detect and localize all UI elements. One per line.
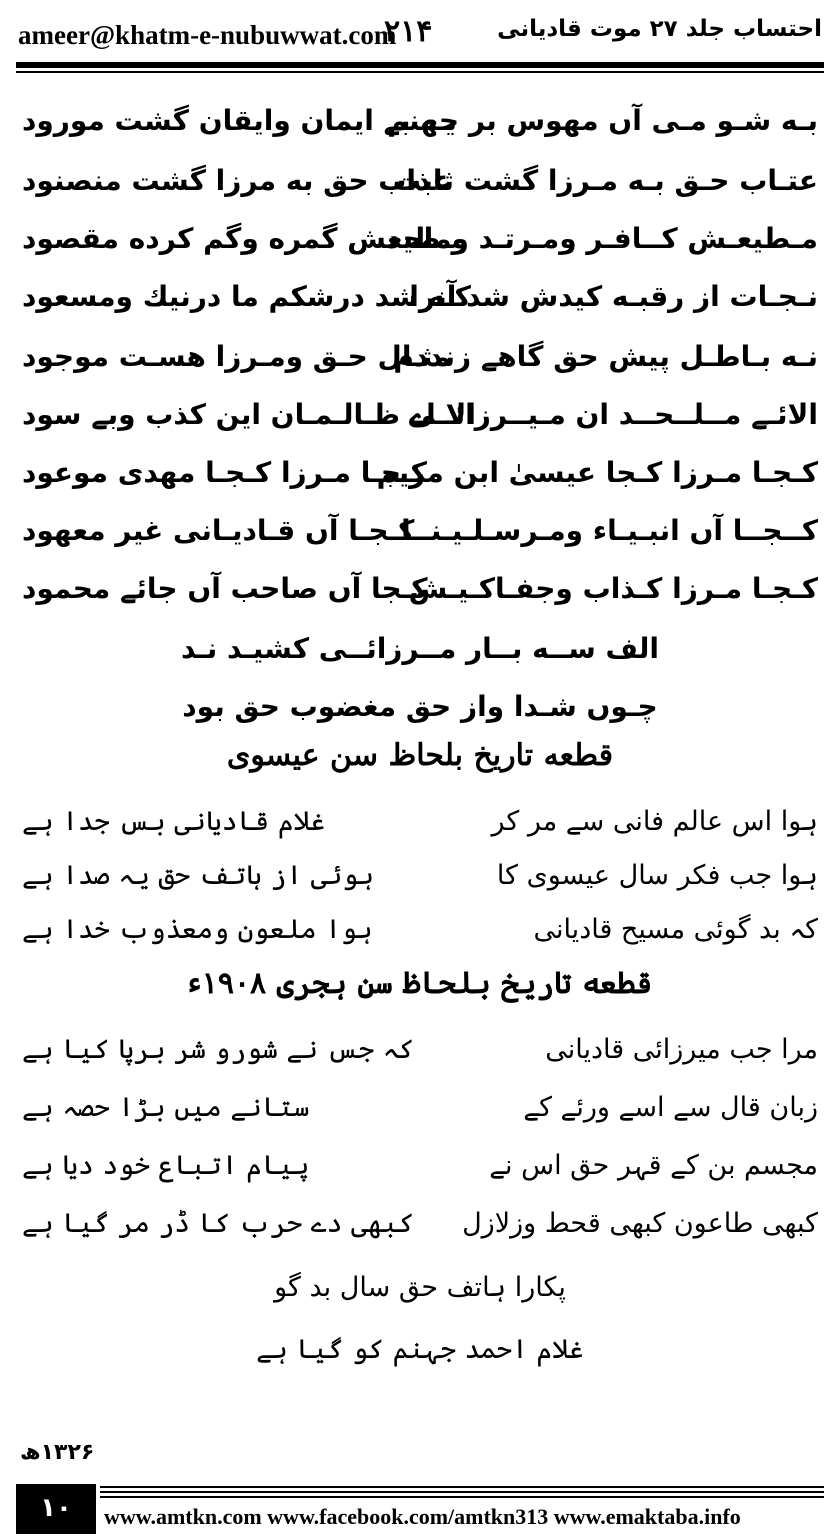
verse-left: كـجـا مـرزا كـجـا مهدی موعود bbox=[22, 456, 427, 489]
verse-left: الا اے ظـالـمـان اين كذب وبے سود bbox=[22, 398, 476, 431]
poem-right: ہوا اس عالم فانی سے مر کر bbox=[491, 806, 818, 837]
poem-left: کبھی دے حرب کا ڈر مر گیا ہے bbox=[22, 1208, 415, 1239]
center-line: چـوں شـدا واز حق مغضوب حق بود bbox=[182, 690, 658, 723]
verse-right: كـجـا مـرزا كـجا عيسیٰ ابن مريم bbox=[376, 456, 818, 489]
poem-row bbox=[22, 914, 818, 960]
final-line: غلام احمد جہنم کو گیا ہے bbox=[256, 1334, 584, 1365]
verse-row bbox=[22, 398, 818, 450]
verse-row bbox=[22, 164, 818, 216]
year-mark: ۱۳۲۶ھ bbox=[20, 1440, 95, 1465]
poem-row bbox=[22, 1034, 818, 1080]
poem-left: کہ جس نے شورو شر برپا کیا ہے bbox=[22, 1034, 415, 1065]
poem-right: کہ بد گوئی مسیح قادیانی bbox=[533, 914, 818, 945]
poem-row bbox=[22, 860, 818, 906]
header-email[interactable]: ameer@khatm-e-nubuwwat.com bbox=[18, 20, 397, 50]
footer-rule bbox=[100, 1496, 824, 1498]
poem-right: کبھی طاعون کبھی قحط وزلازل bbox=[462, 1208, 818, 1239]
verse-right: نـجـات از رقبـه كيدش شد آنرا bbox=[409, 280, 818, 313]
verse-row bbox=[22, 222, 818, 274]
poem-row bbox=[22, 1150, 818, 1196]
verse-row bbox=[22, 104, 818, 156]
page-number: ۲۱۴ bbox=[384, 14, 433, 49]
verse-right: عتـاب حـق بـه مـرزا گشت ثابت bbox=[392, 164, 818, 197]
verse-row bbox=[22, 340, 818, 392]
poem-right: زبان قال سے اسے ورئے کے bbox=[523, 1092, 818, 1123]
footer-urls[interactable]: www.amtkn.com www.facebook.com/amtkn313 www.emaktaba.info bbox=[104, 1504, 741, 1529]
poem-right: ہوا جب فکر سال عیسوی کا bbox=[496, 860, 818, 891]
verse-row bbox=[22, 456, 818, 508]
footer-rule bbox=[100, 1486, 824, 1488]
verse-left: كـه شد درشكم ما درنيك ومسعود bbox=[22, 280, 471, 313]
book-title: احتساب جلد ۲۷ موت قادیانی bbox=[497, 16, 822, 42]
verse-right: كــجــا آں انبـيـاء ومـرسـلـيـنــا bbox=[401, 514, 818, 547]
verse-right: نـه بـاطـل پيش حق گاهے زنددم bbox=[393, 340, 818, 373]
page-header bbox=[0, 0, 840, 80]
section-heading: قطعه تاریخ بلحاظ سن ہجری ۱۹۰۸ء bbox=[187, 966, 653, 1001]
poem-right: مجسم بن کے قہر حق اس نے bbox=[489, 1150, 818, 1181]
verse-left: كـجا آں صاحب آں جائے محمود bbox=[22, 572, 428, 605]
center-line: الف ســه بــار مــرزائــی كشيـد نـد bbox=[181, 632, 659, 665]
poem-row bbox=[22, 1092, 818, 1138]
verse-right: مـطيعـش كــافـر ومـرتـد وملحد bbox=[386, 222, 818, 255]
verse-left: كـجـا آں قـاديـانی غير معهود bbox=[22, 514, 415, 547]
header-rule-thick bbox=[16, 62, 824, 68]
verse-row bbox=[22, 280, 818, 332]
footer-rule bbox=[100, 1491, 824, 1493]
section-heading: قطعه تاریخ بلحاظ سن عیسوی bbox=[226, 738, 614, 773]
verse-left: مـطيعش گمره وگم كرده مقصود bbox=[22, 222, 469, 255]
verse-left: مثـال حـق ومـرزا هسـت موجود bbox=[22, 340, 451, 373]
verse-right: الائـے مــلــحــد ان مـيــرزائــی bbox=[407, 398, 818, 431]
poem-left: ستانے میں بڑا حصہ ہے bbox=[22, 1092, 310, 1123]
volume-number-box: ۱۰ bbox=[16, 1484, 96, 1534]
poem-left: غلام قادیانی بس جدا ہے bbox=[22, 806, 326, 837]
poem-row bbox=[22, 1208, 818, 1254]
verse-row bbox=[22, 514, 818, 566]
verse-row bbox=[22, 572, 818, 624]
verse-left: بـه بے ایمان وایقان گشت مورود bbox=[22, 104, 458, 137]
verse-right: بـه شـو مـی آں مهوس بر جهنم bbox=[387, 104, 818, 137]
verse-left: عذاب حق به مرزا گشت منصنود bbox=[22, 164, 452, 197]
poem-left: ہوا ملعون ومعذوب خدا ہے bbox=[22, 914, 373, 945]
poem-row bbox=[22, 806, 818, 852]
verse-right: كـجـا مـرزا كـذاب وجفـاكـيـش bbox=[408, 572, 818, 605]
final-line: پکارا ہاتف حق سال بد گو bbox=[274, 1272, 566, 1303]
poem-left: ہوئی از ہاتف حق یہ صدا ہے bbox=[22, 860, 375, 891]
poem-right: مرا جب میرزائی قادیانی bbox=[545, 1034, 818, 1065]
poem-left: پیام اتباع خود دیا ہے bbox=[22, 1150, 310, 1181]
header-rule-thin bbox=[16, 71, 824, 73]
